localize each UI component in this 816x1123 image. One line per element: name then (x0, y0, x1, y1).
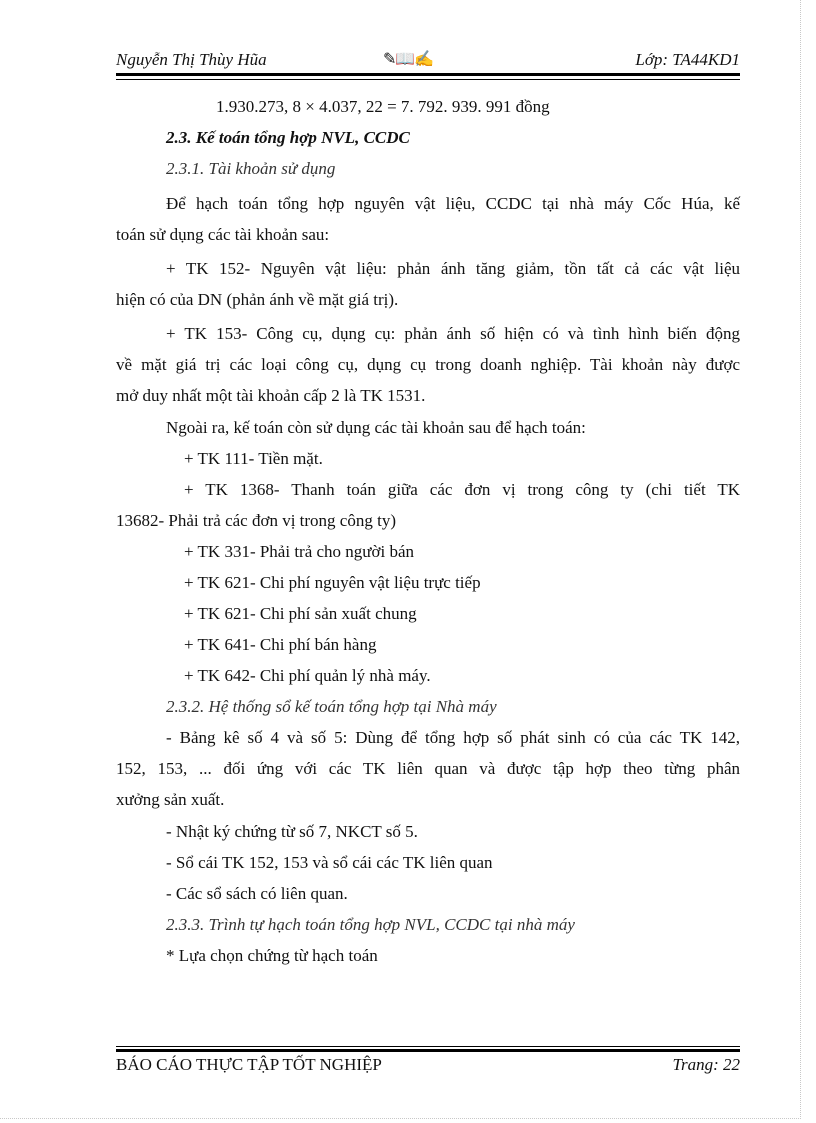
tk1368-line-2: 13682- Phải trả các đơn vị trong công ty) (116, 511, 396, 530)
nkct-item: - Nhật ký chứng từ số 7, NKCT số 5. (166, 822, 418, 841)
subsection-title-1: 2.3.1. Tài khoản sử dụng (166, 159, 336, 178)
formula-line: 1.930.273, 8 × 4.037, 22 = 7. 792. 939. 991 đồng (216, 97, 550, 116)
paragraph-intro-line-1: Để hạch toán tổng hợp nguyên vật liệu, CCDC tại nhà máy Cốc Húa, kế (166, 194, 740, 213)
tk152-line-1: + TK 152- Nguyên vật liệu: phản ánh tăng giảm, tồn tất cả các vật liệu (166, 259, 740, 278)
tk153-line-2: về mặt giá trị các loại công cụ, dụng cụ trong doanh nghiệp. Tài khoản này được (116, 355, 740, 374)
subsection-title-2: 2.3.2. Hệ thống sổ kế toán tổng hợp tại Nhà máy (166, 697, 497, 716)
tk642-item: + TK 642- Chi phí quản lý nhà máy. (184, 666, 431, 685)
header-divider (116, 73, 740, 80)
tk153-line-1: + TK 153- Công cụ, dụng cụ: phản ánh số hiện có và tình hình biến động (166, 324, 740, 343)
tk621a-item: + TK 621- Chi phí nguyên vật liệu trực tiếp (184, 573, 481, 592)
bangke-line-3: xưởng sản xuất. (116, 790, 225, 809)
choose-documents-item: * Lựa chọn chứng từ hạch toán (166, 946, 378, 965)
footer-page-number: Trang: 22 (672, 1055, 740, 1074)
tk641-item: + TK 641- Chi phí bán hàng (184, 635, 377, 654)
bangke-line-2: 152, 153, ... đối ứng với các TK liên quan và được tập hợp theo từng phân (116, 759, 740, 778)
bangke-line-1: - Bảng kê số 4 và số 5: Dùng để tổng hợp số phát sinh có của các TK 142, (166, 728, 740, 747)
footer-divider (116, 1046, 740, 1052)
tk1368-line-1: + TK 1368- Thanh toán giữa các đơn vị trong công ty (chi tiết TK (184, 480, 740, 499)
book-ornament-icon: ✎📖✍ (383, 51, 434, 68)
paragraph-intro-line-2: toán sử dụng các tài khoản sau: (116, 225, 330, 244)
section-title: 2.3. Kế toán tổng hợp NVL, CCDC (166, 128, 410, 147)
tk111-item: + TK 111- Tiền mặt. (184, 449, 323, 468)
tk152-line-2: hiện có của DN (phản ánh về mặt giá trị). (116, 290, 399, 309)
other-accounts-intro: Ngoài ra, kế toán còn sử dụng các tài khoản sau để hạch toán: (166, 418, 586, 437)
socai-item: - Sổ cái TK 152, 153 và sổ cái các TK liên quan (166, 853, 493, 872)
header-class-label: Lớp: TA44KD1 (635, 50, 740, 69)
tk621b-item: + TK 621- Chi phí sản xuất chung (184, 604, 417, 623)
footer-report-title: BÁO CÁO THỰC TẬP TỐT NGHIỆP (116, 1055, 382, 1074)
sosach-item: - Các sổ sách có liên quan. (166, 884, 348, 903)
tk331-item: + TK 331- Phải trả cho người bán (184, 542, 415, 561)
tk153-line-3: mở duy nhất một tài khoản cấp 2 là TK 1531. (116, 386, 426, 405)
page-header (116, 46, 740, 74)
subsection-title-3: 2.3.3. Trình tự hạch toán tổng hợp NVL, CCDC tại nhà máy (166, 915, 575, 934)
header-author: Nguyễn Thị Thùy Hũa (116, 50, 267, 69)
